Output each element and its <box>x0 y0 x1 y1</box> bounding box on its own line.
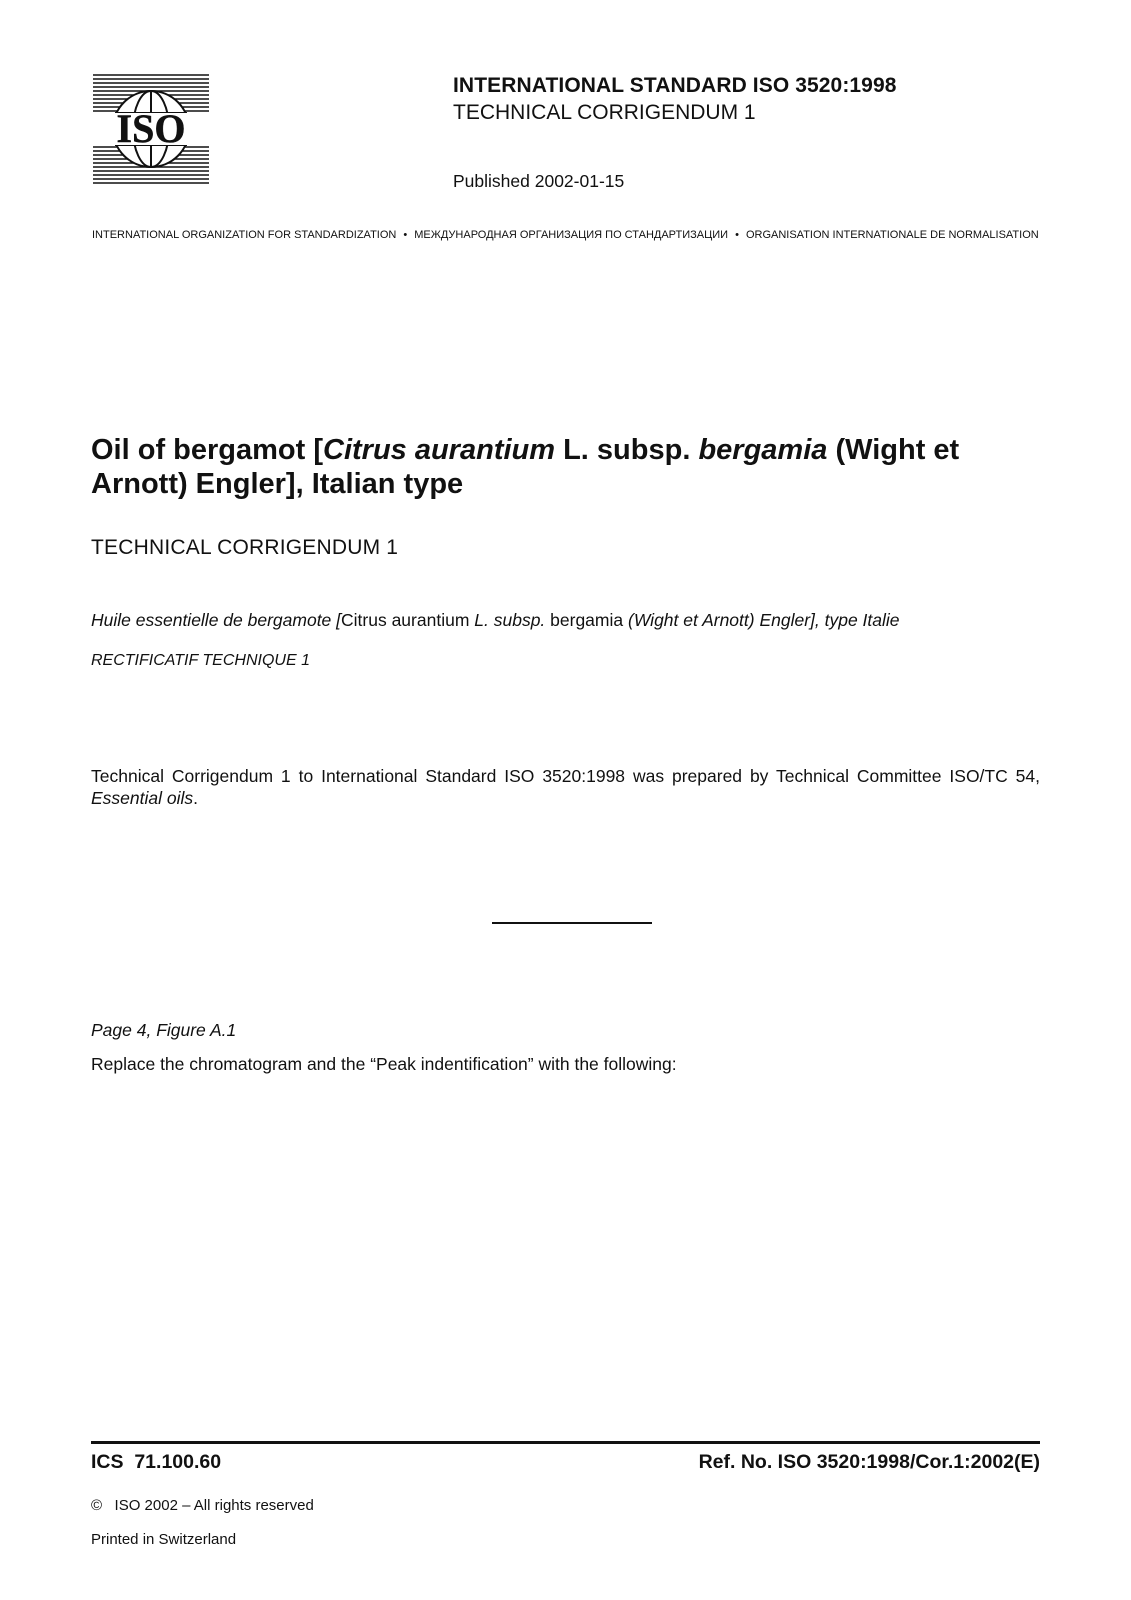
document-title: Oil of bergamot [Citrus aurantium L. subsp. bergamia (Wight et Arnott) Engler], Italian type <box>91 434 960 500</box>
corrigendum-label: TECHNICAL CORRIGENDUM 1 <box>91 536 399 559</box>
preparation-paragraph: Technical Corrigendum 1 to International Standard ISO 3520:1998 was prepared by Technical Committee ISO/TC 54, Essential oils. <box>91 766 1040 808</box>
footer-rule <box>91 1441 1040 1444</box>
iso-logo <box>93 73 209 185</box>
reference-number: Ref. No. ISO 3520:1998/Cor.1:2002(E) <box>698 1451 1040 1473</box>
replacement-instruction: Replace the chromatogram and the “Peak indentification” with the following: <box>91 1054 677 1074</box>
org-name-french: ORGANISATION INTERNATIONALE DE NORMALISATION <box>745 229 1039 241</box>
org-separator: • <box>735 229 739 241</box>
standard-title: INTERNATIONAL STANDARD ISO 3520:1998 <box>453 74 897 97</box>
organization-line <box>92 229 1039 241</box>
section-divider <box>492 922 652 924</box>
french-corrigendum-label: RECTIFICATIF TECHNIQUE 1 <box>91 652 310 669</box>
org-separator: • <box>403 229 408 241</box>
copyright-notice: © ISO 2002 – All rights reserved <box>91 1497 314 1514</box>
french-title: Huile essentielle de bergamote [Citrus aurantium L. subsp. bergamia (Wight et Arnott) Engler], type Italie <box>91 610 900 630</box>
ics-code: ICS 71.100.60 <box>91 1451 222 1473</box>
header-corrigendum: TECHNICAL CORRIGENDUM 1 <box>453 101 756 124</box>
printed-location: Printed in Switzerland <box>91 1531 237 1548</box>
page-reference: Page 4, Figure A.1 <box>91 1020 237 1040</box>
logo-text: ISO <box>116 106 186 151</box>
org-name-english: INTERNATIONAL ORGANIZATION FOR STANDARDIZATION <box>92 229 397 241</box>
published-date: Published 2002-01-15 <box>453 171 625 191</box>
org-name-russian: МЕЖДУНАРОДНАЯ ОРГАНИЗАЦИЯ ПО СТАНДАРТИЗАЦИИ <box>414 229 729 241</box>
